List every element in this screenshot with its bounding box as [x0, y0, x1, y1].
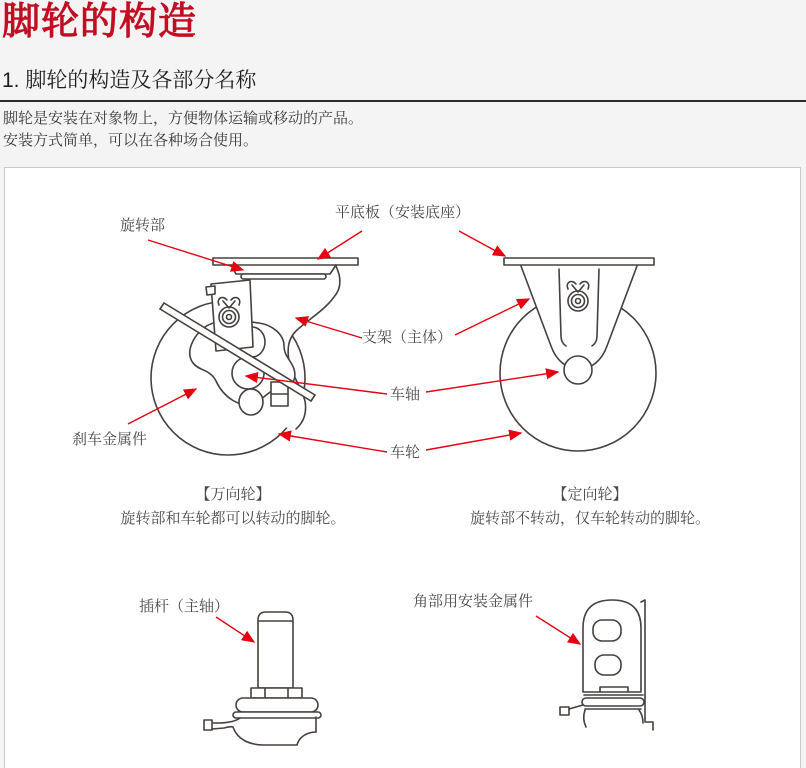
- label-bracket: 支架（主体）: [362, 329, 453, 346]
- caster-diagram: [5, 168, 800, 768]
- section-divider: [0, 100, 806, 102]
- diagram-panel: [4, 167, 801, 768]
- corner-bracket-drawing: [560, 600, 653, 730]
- label-corner-fitting: 角部用安装金属件: [413, 593, 534, 610]
- callout-arrows: [128, 231, 580, 644]
- section-heading: 1. 脚轮的构造及各部分名称: [2, 69, 257, 92]
- label-wheel: 车轮: [390, 444, 421, 461]
- swivel-caster-caption: [98, 486, 368, 528]
- label-stem: 插杆（主轴）: [139, 598, 230, 615]
- fixed-caption-title: 【定向轮】: [552, 486, 628, 503]
- label-axle: 车轴: [390, 386, 421, 403]
- intro-text-line1: 脚轮是安装在对象物上，方便物体运输或移动的产品。: [3, 110, 364, 127]
- fixed-caster-drawing: [500, 257, 656, 451]
- page-title: 脚轮的构造: [2, 1, 198, 43]
- fixed-caster-caption: [455, 486, 725, 528]
- label-top-plate: 平底板（安装底座）: [335, 204, 471, 221]
- stem-caster-drawing: [204, 612, 321, 745]
- swivel-caster-drawing: [151, 257, 358, 455]
- swivel-caption-desc: 旋转部和车轮都可以转动的脚轮。: [120, 510, 346, 527]
- swivel-caption-title: 【万向轮】: [195, 486, 271, 503]
- label-brake-fitting: 刹车金属件: [72, 431, 148, 448]
- intro-text-line2: 安装方式简单，可以在各种场合使用。: [3, 132, 259, 149]
- fixed-caption-desc: 旋转部不转动，仅车轮转动的脚轮。: [469, 510, 710, 527]
- label-swivel-part: 旋转部: [120, 217, 166, 234]
